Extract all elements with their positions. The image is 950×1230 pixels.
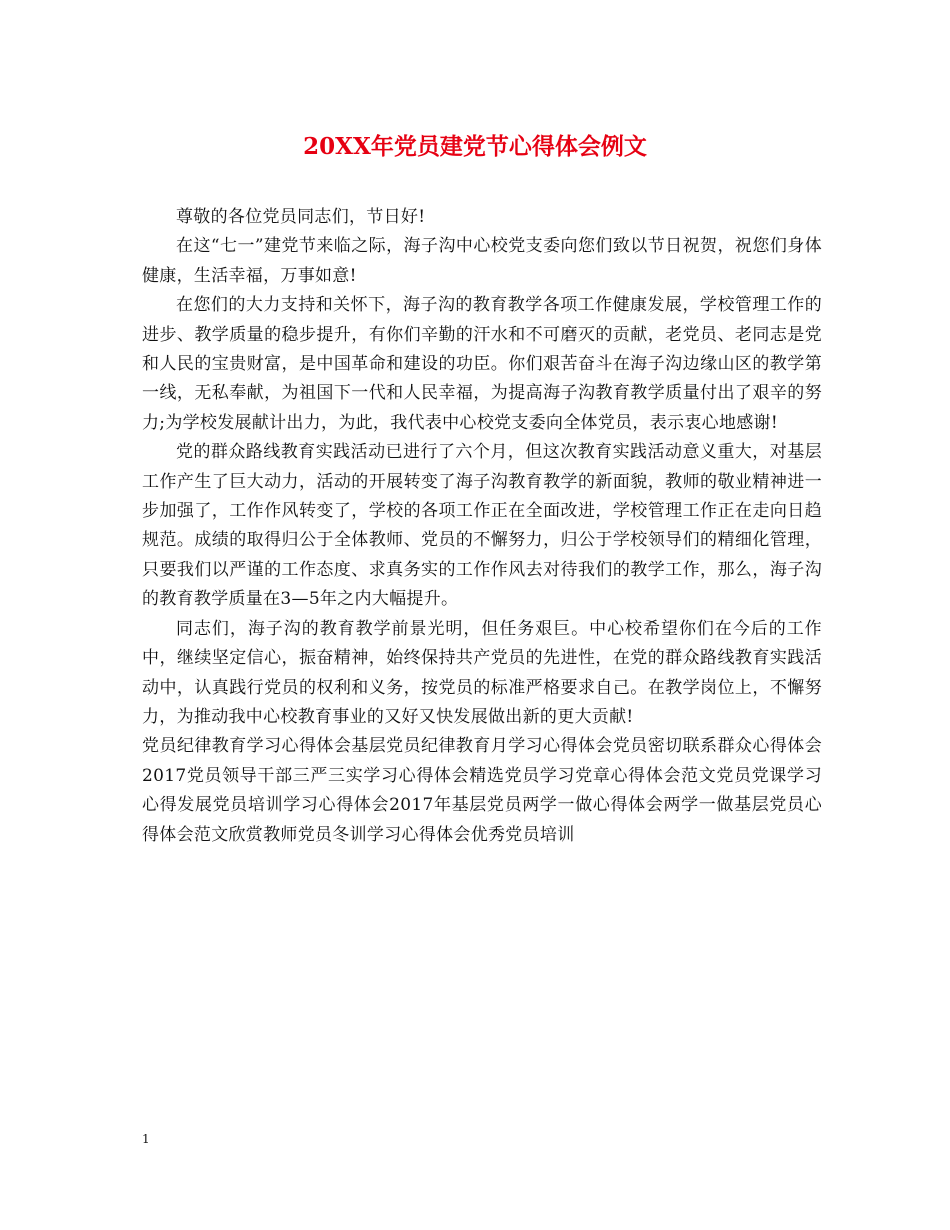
paragraph-thanks: 在您们的大力支持和关怀下，海子沟的教育教学各项工作健康发展，学校管理工作的进步、教学质量的稳步提升，有你们辛勤的汗水和不可磨灭的贡献，老党员、老同志是党和人民的宝贵财富，是中国革命和建设的功臣。你们艰苦奋斗在海子沟边缘山区的教学第一线，无私奉献，为祖国下一代和人民幸福，为提高海子沟教育教学质量付出了艰辛的努力;为学校发展献计出力，为此，我代表中心校党支委向全体党员，表示衷心地感谢!: [142, 295, 822, 433]
related-links-text: 党员纪律教育学习心得体会基层党员纪律教育月学习心得体会党员密切联系群众心得体会2017党员领导干部三严三实学习心得体会精选党员学习党章心得体会范文党员党课学习心得发展党员培训学习心得体会2017年基层党员两学一做心得体会两学一做基层党员心得体会范文欣赏教师党员冬训学习心得体会优秀党员培训: [142, 736, 822, 845]
document-body: [142, 203, 822, 850]
paragraph-progress: 党的群众路线教育实践活动已进行了六个月，但这次教育实践活动意义重大，对基层工作产生了巨大动力，活动的开展转变了海子沟教育教学的新面貌，教师的敬业精神进一步加强了，工作作风转变了，学校的各项工作正在全面改进，学校管理工作正在走向日趋规范。成绩的取得归公于全体教师、党员的不懈努力，归公于学校领导们的精细化管理，只要我们以严谨的工作态度、求真务实的工作作风去对待我们的教学工作，那么，海子沟的教育教学质量在3—5年之内大幅提升。: [142, 442, 822, 610]
paragraph-expectations: 同志们，海子沟的教育教学前景光明，但任务艰巨。中心校希望你们在今后的工作中，继续坚定信心，振奋精神，始终保持共产党员的先进性，在党的群众路线教育实践活动中，认真践行党员的权利和义务，按党员的标准严格要求自己。在教学岗位上，不懈努力，为推动我中心校教育事业的又好又快发展做出新的更大贡献!: [142, 618, 822, 727]
page-number: 1: [142, 1132, 150, 1146]
paragraph-greeting: 尊敬的各位党员同志们，节日好!: [176, 207, 426, 227]
paragraph-congratulations: 在这“七一”建党节来临之际，海子沟中心校党支委向您们致以节日祝贺，祝您们身体健康，生活幸福，万事如意!: [142, 236, 822, 286]
document-title: 20XX年党员建党节心得体会例文: [303, 133, 647, 160]
